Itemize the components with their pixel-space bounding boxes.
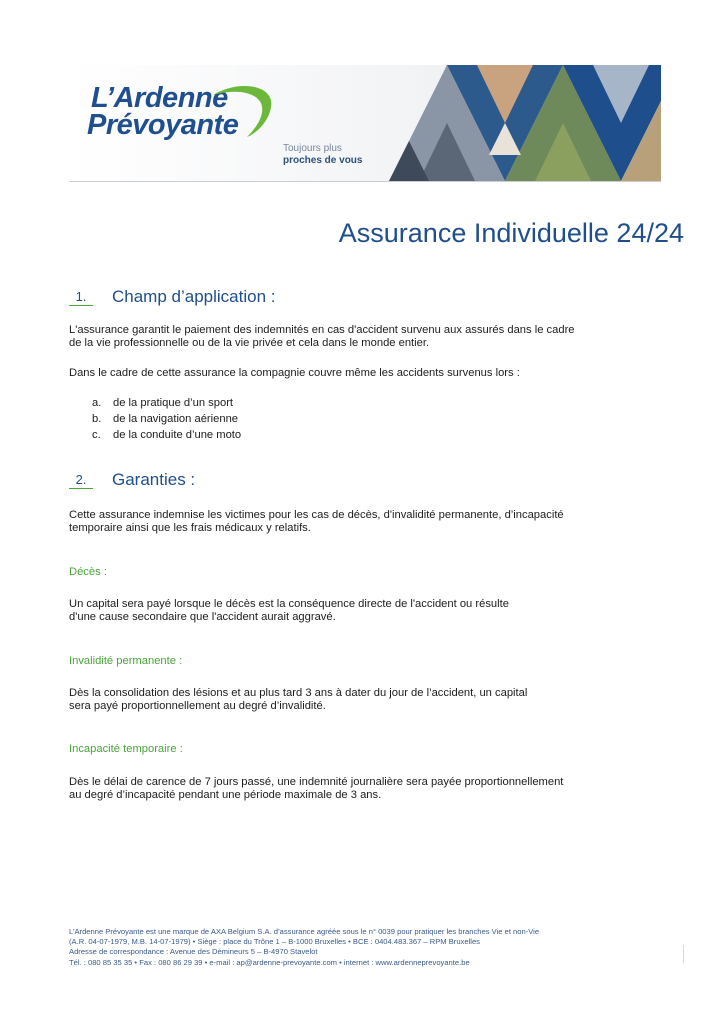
text-line: sera payé proportionnellement au degré d’invalidité. (69, 700, 326, 712)
invalidite-paragraph (69, 687, 649, 713)
text-line: Dès la consolidation des lésions et au plus tard 3 ans à dater du jour de l’accident, un capital (69, 687, 528, 699)
section-2-intro (69, 509, 649, 535)
footer-line-4: Tél. : 080 85 35 35 • Fax : 080 86 29 39 • e-mail : ap@ardenne-prevoyante.com • internet : www.ardenneprevoyante.be (69, 957, 470, 967)
list-text: de la pratique d’un sport (113, 397, 234, 409)
footer-line-1: L’Ardenne Prévoyante est une marque de AXA Belgium S.A. d’assurance agréée sous le n° 0039 pour pratiquer les branches Vie et non-Vie (69, 927, 540, 936)
text-line: d'une cause secondaire que l'accident aurait aggravé. (69, 611, 336, 623)
logo-swoosh-icon (209, 81, 279, 141)
footer-line-2: (A.R. 04-07-1979, M.B. 14-07-1979) • Siège : place du Trône 1 – B-1000 Bruxelles • BCE : 0404.483.367 – RPM Bruxelles (69, 937, 480, 947)
list-marker: b. (92, 413, 102, 425)
list-item (92, 411, 241, 427)
invalidite-heading: Invalidité permanente : (69, 655, 183, 667)
text-line: Un capital sera payé lorsque le décès est la conséquence directe de l'accident ou résulte (69, 598, 509, 610)
text-line: temporaire ainsi que les frais médicaux y relatifs. (69, 522, 311, 534)
deces-heading: Décès : (69, 566, 107, 578)
text-line: Dans le cadre de cette assurance la compagnie couvre même les accidents survenus lors : (69, 367, 520, 379)
logo-line-1: L’Ardenne (91, 82, 228, 114)
deces-paragraph (69, 598, 649, 624)
list-marker: c. (92, 429, 101, 441)
margin-mark (683, 945, 684, 963)
text-line: au degré d’incapacité pendant une période maximale de 3 ans. (69, 789, 382, 801)
text-line: Cette assurance indemnise les victimes pour les cas de décès, d'invalidité permanente, d’incapacité (69, 509, 564, 521)
section-1-number: 1. (69, 289, 93, 306)
list-item (92, 395, 241, 411)
section-2-number: 2. (69, 472, 93, 489)
page-title: Assurance Individuelle 24/24 (338, 218, 684, 248)
text-line: de la vie professionnelle ou de la vie privée et cela dans le monde entier. (69, 337, 430, 349)
header-banner (69, 65, 661, 182)
legal-footer (69, 927, 539, 968)
section-1-paragraph-2 (69, 367, 649, 380)
section-2-title: Garanties : (112, 470, 196, 489)
list-item (92, 427, 241, 443)
logo-line-2: Prévoyante (87, 109, 239, 141)
footer-line-3: Adresse de correspondance : Avenue des Démineurs 5 – B-4970 Stavelot (69, 947, 318, 957)
text-line: Dès le délai de carence de 7 jours passé, une indemnité journalière sera payée proportionnellement (69, 776, 564, 788)
list-text: de la conduite d’une moto (113, 429, 242, 441)
section-1-title: Champ d’application : (112, 287, 276, 306)
list-text: de la navigation aérienne (113, 413, 239, 425)
list-marker: a. (92, 397, 102, 409)
tagline (283, 143, 362, 167)
tagline-line-2: proches de vous (283, 155, 363, 166)
photo-mosaic (389, 65, 661, 181)
section-1-paragraph-1 (69, 324, 649, 350)
tagline-line-1: Toujours plus (283, 143, 342, 154)
incapacite-heading: Incapacité temporaire : (69, 743, 183, 755)
coverage-list (92, 395, 241, 443)
incapacite-paragraph (69, 776, 649, 802)
text-line: L'assurance garantit le paiement des indemnités en cas d'accident survenu aux assurés dans le cadre (69, 324, 575, 336)
